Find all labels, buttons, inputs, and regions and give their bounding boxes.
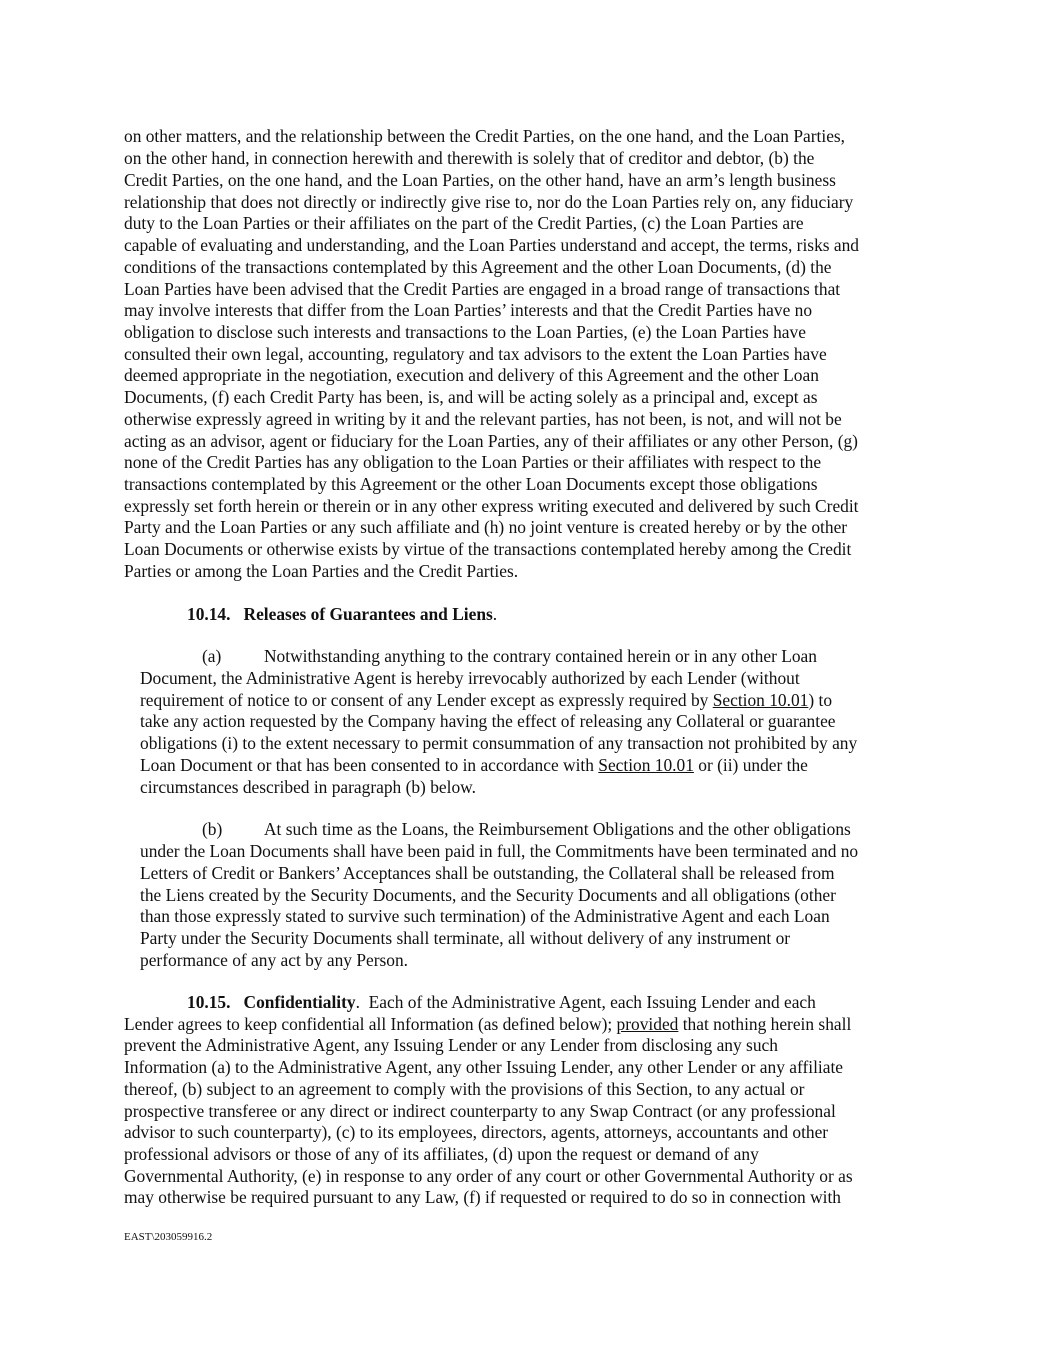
text-line: acting as an advisor, agent or fiduciary for the Loan Parties, any of their affiliates or any other Person, (g) (124, 431, 858, 451)
paragraph-label: (b) (202, 819, 223, 839)
text-line: under the Loan Documents shall have been paid in full, the Commitments have been terminated and no (140, 841, 859, 861)
text-line (140, 754, 808, 776)
text-line: take any action requested by the Company having the effect of releasing any Collateral or guarantee (140, 711, 836, 731)
section-reference-link[interactable]: Section 10.01 (598, 755, 694, 775)
text-line: advisor to such counterparty), (c) to its employees, directors, agents, attorneys, accountants and other (124, 1122, 829, 1142)
section-title: Confidentiality (243, 992, 356, 1012)
text-line: At such time as the Loans, the Reimbursement Obligations and the other obligations (264, 819, 851, 839)
text-span: that nothing herein shall (678, 1014, 852, 1034)
text-line (140, 689, 832, 711)
section-number: 10.15. (187, 992, 231, 1012)
text-span: Loan Document or that has been consented to in accordance with (140, 755, 599, 775)
text-line: Document, the Administrative Agent is hereby irrevocably authorized by each Lender (without (140, 668, 800, 688)
text-line: than those expressly stated to survive such termination) of the Administrative Agent and each Loan (140, 906, 830, 926)
text-line: deemed appropriate in the negotiation, execution and delivery of this Agreement and the other Loan (124, 365, 819, 385)
text-line: obligation to disclose such interests and transactions to the Loan Parties, (e) the Loan Parties have (124, 322, 806, 342)
text-line: performance of any act by any Person. (140, 950, 409, 970)
text-line: conditions of the transactions contemplated by this Agreement and the other Loan Documents, (d) the (124, 257, 832, 277)
text-span: or (ii) under the (693, 755, 808, 775)
paragraph-label: (a) (202, 646, 222, 666)
text-line: Documents, (f) each Credit Party has been, is, and will be acting solely as a principal and, except as (124, 387, 818, 407)
text-line: prevent the Administrative Agent, any Issuing Lender or any Lender from disclosing any such (124, 1035, 778, 1055)
text-line: professional advisors or those of any of its affiliates, (d) upon the request or demand of any (124, 1144, 759, 1164)
text-line: Credit Parties, on the one hand, and the Loan Parties, on the other hand, have an arm’s length business (124, 170, 836, 190)
text-line: capable of evaluating and understanding, and the Loan Parties understand and accept, the terms, risks and (124, 235, 859, 255)
section-number: 10.14. (187, 604, 231, 624)
text-line: transactions contemplated by this Agreement or the other Loan Documents except those obligations (124, 474, 818, 494)
text-line: Parties or among the Loan Parties and the Credit Parties. (124, 561, 519, 581)
document-id-footer: EAST\203059916.2 (124, 1231, 213, 1243)
text-line: expressly set forth herein or therein or in any other express writing executed and delivered by such Credit (124, 496, 859, 516)
text-line: the Liens created by the Security Documents, and the Security Documents and all obligations (other (140, 885, 836, 905)
text-line: may otherwise be required pursuant to any Law, (f) if requested or required to do so in connection with (124, 1187, 841, 1207)
text-line: thereof, (b) subject to an agreement to comply with the provisions of this Section, to any actual or (124, 1079, 805, 1099)
text-line: Party and the Loan Parties or any such affiliate and (h) no joint venture is created hereby or by the other (124, 517, 848, 537)
section-reference-link[interactable]: Section 10.01 (712, 690, 809, 710)
text-line: on the other hand, in connection herewith and therewith is solely that of creditor and debtor, (b) the (124, 148, 815, 168)
text-line: circumstances described in paragraph (b) below. (140, 777, 476, 797)
text-line: Letters of Credit or Bankers’ Acceptances shall be outstanding, the Collateral shall be released from (140, 863, 835, 883)
text-span: . Each of the Administrative Agent, each Issuing Lender and each (355, 992, 816, 1012)
text-line: Governmental Authority, (e) in response to any order of any court or other Governmental Authority or as (124, 1166, 853, 1186)
section-title: Releases of Guarantees and Liens (243, 604, 493, 624)
section-10-14-heading (187, 603, 497, 625)
text-line: consulted their own legal, accounting, regulatory and tax advisors to the extent the Loan Parties have (124, 344, 827, 364)
text-line: none of the Credit Parties has any obligation to the Loan Parties or their affiliates with respect to the (124, 452, 822, 472)
text-line: otherwise expressly agreed in writing by it and the relevant parties, has not been, is not, and will not be (124, 409, 842, 429)
text-line: on other matters, and the relationship between the Credit Parties, on the one hand, and the Loan Parties, (124, 126, 846, 146)
text-line: prospective transferee or any direct or indirect counterparty to any Swap Contract (or any professional (124, 1101, 836, 1121)
text-line: may involve interests that differ from the Loan Parties’ interests and that the Credit Parties have no (124, 300, 813, 320)
text-line (124, 1013, 851, 1035)
section-title-period: . (492, 604, 498, 624)
provided-term: provided (616, 1014, 679, 1034)
section-10-15-first-line (187, 991, 816, 1013)
text-line: duty to the Loan Parties or their affiliates on the part of the Credit Parties, (c) the Loan Parties are (124, 213, 804, 233)
text-span: Lender agrees to keep confidential all Information (as defined below); (124, 1014, 617, 1034)
text-span: requirement of notice to or consent of any Lender except as expressly required by (140, 690, 713, 710)
text-line: Notwithstanding anything to the contrary contained herein or in any other Loan (264, 646, 817, 666)
text-span: ) to (808, 690, 833, 710)
text-line: Party under the Security Documents shall terminate, all without delivery of any instrument or (140, 928, 791, 948)
text-line: relationship that does not directly or indirectly give rise to, nor do the Loan Parties rely on, any fiduciary (124, 192, 854, 212)
text-line: Loan Documents or otherwise exists by virtue of the transactions contemplated hereby among the Credit (124, 539, 852, 559)
text-line: obligations (i) to the extent necessary to permit consummation of any transaction not prohibited by any (140, 733, 858, 753)
text-line: Information (a) to the Administrative Agent, any other Issuing Lender, any other Lender or any affiliate (124, 1057, 844, 1077)
text-line: Loan Parties have been advised that the Credit Parties are engaged in a broad range of transactions that (124, 279, 841, 299)
